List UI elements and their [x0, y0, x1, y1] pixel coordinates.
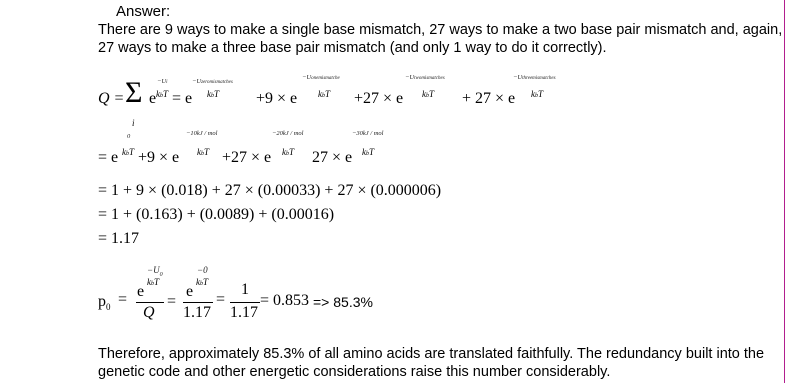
eq1-t3: +27 × e: [354, 90, 404, 107]
equation-numeric-1: = 1 + 9 × (0.018) + 27 × (0.00033) + 27 × (0.000006): [98, 182, 442, 199]
eq1-t4: + 27 × e: [462, 90, 516, 107]
eq1-lhs: Q =: [98, 90, 125, 107]
eq1-t1-exp: −Uzeromismatches: [192, 78, 233, 85]
conclusion-paragraph: Therefore, approximately 85.3% of all amino acids are translated faithfully. The redundancy built into the genetic code and other energetic considerations raise this number considerably.: [98, 346, 765, 380]
p0-f1-bar: [136, 302, 164, 303]
eq1-equals-e: = e: [172, 90, 193, 107]
eq2-p1-exp: −10kJ / mol: [186, 130, 218, 137]
eq2-p3: 27 × e: [312, 149, 353, 166]
p0-eq-1: =: [118, 291, 128, 308]
p0-lhs: $p_0$: [98, 293, 111, 313]
answer-heading: Answer:: [116, 3, 171, 20]
eq1-term0-base: e: [149, 90, 157, 107]
eq2-p3-exp: −30kJ / mol: [352, 130, 384, 137]
p0-f1-den: Q: [143, 304, 155, 321]
eq2-p2: +27 × e: [222, 149, 272, 166]
p0-eq-3: =: [216, 291, 226, 308]
p0-f2-bar: [183, 302, 213, 303]
p0-f2-num-exp: −0: [197, 265, 208, 275]
eq1-t2-kbt: kbT: [318, 89, 331, 99]
equation-result: = 1.17: [98, 230, 140, 247]
page-margin-line: [784, 0, 785, 383]
eq2-p2-kbt: kbT: [282, 147, 295, 157]
p0-f2-kbt: kbT: [196, 277, 209, 287]
eq2-p2-exp: −20kJ / mol: [272, 130, 304, 137]
p0-eq-2: =: [167, 293, 177, 310]
eq1-sigma: Σ: [125, 76, 143, 109]
eq1-t3-kbt: kbT: [422, 89, 435, 99]
eq1-t2: +9 × e: [256, 90, 298, 107]
eq2-p1: +9 × e: [138, 149, 180, 166]
eq1-term0-exp: −Ui: [157, 78, 168, 85]
eq1-sum-index: i: [132, 118, 135, 128]
eq1-term0-kbt: kbT: [156, 89, 169, 99]
eq1-t1-kbt: kbT: [207, 89, 220, 99]
eq1-t4-exp: −Uthreemismatches: [513, 74, 556, 81]
p0-percent: => 85.3%: [313, 294, 373, 310]
p0-f1-num-exp: $-U_0$: [147, 265, 163, 278]
p0-f2-den: 1.17: [183, 304, 211, 321]
eq2-start: = e: [98, 149, 119, 166]
p0-result: = 0.853: [260, 292, 310, 309]
p0-f3-bar: [230, 302, 260, 303]
equation-numeric-2: = 1 + (0.163) + (0.0089) + (0.00016): [98, 206, 335, 223]
p0-f3-den: 1.17: [230, 304, 258, 321]
p0-f2-num: e: [186, 283, 194, 300]
eq2-e0-kbt: kbT: [122, 147, 135, 157]
p0-f1-num: e: [137, 283, 145, 300]
eq1-t4-kbt: kbT: [531, 89, 544, 99]
p0-f1-kbt: kbT: [147, 277, 160, 287]
eq1-t3-exp: −Utwomismatches: [405, 74, 445, 81]
p0-f3-num: 1: [241, 281, 249, 298]
eq2-p1-kbt: kbT: [197, 147, 210, 157]
eq1-t2-exp: −Uonemismatche: [302, 74, 340, 81]
intro-paragraph: There are 9 ways to make a single base mismatch, 27 ways to make a two base pair mismatch and, again, 27 ways to make a three base pair mismatch (and only 1 way to do it correctly).: [98, 22, 783, 56]
eq2-p3-kbt: kbT: [362, 147, 375, 157]
eq2-e0-exp: 0: [127, 133, 131, 140]
